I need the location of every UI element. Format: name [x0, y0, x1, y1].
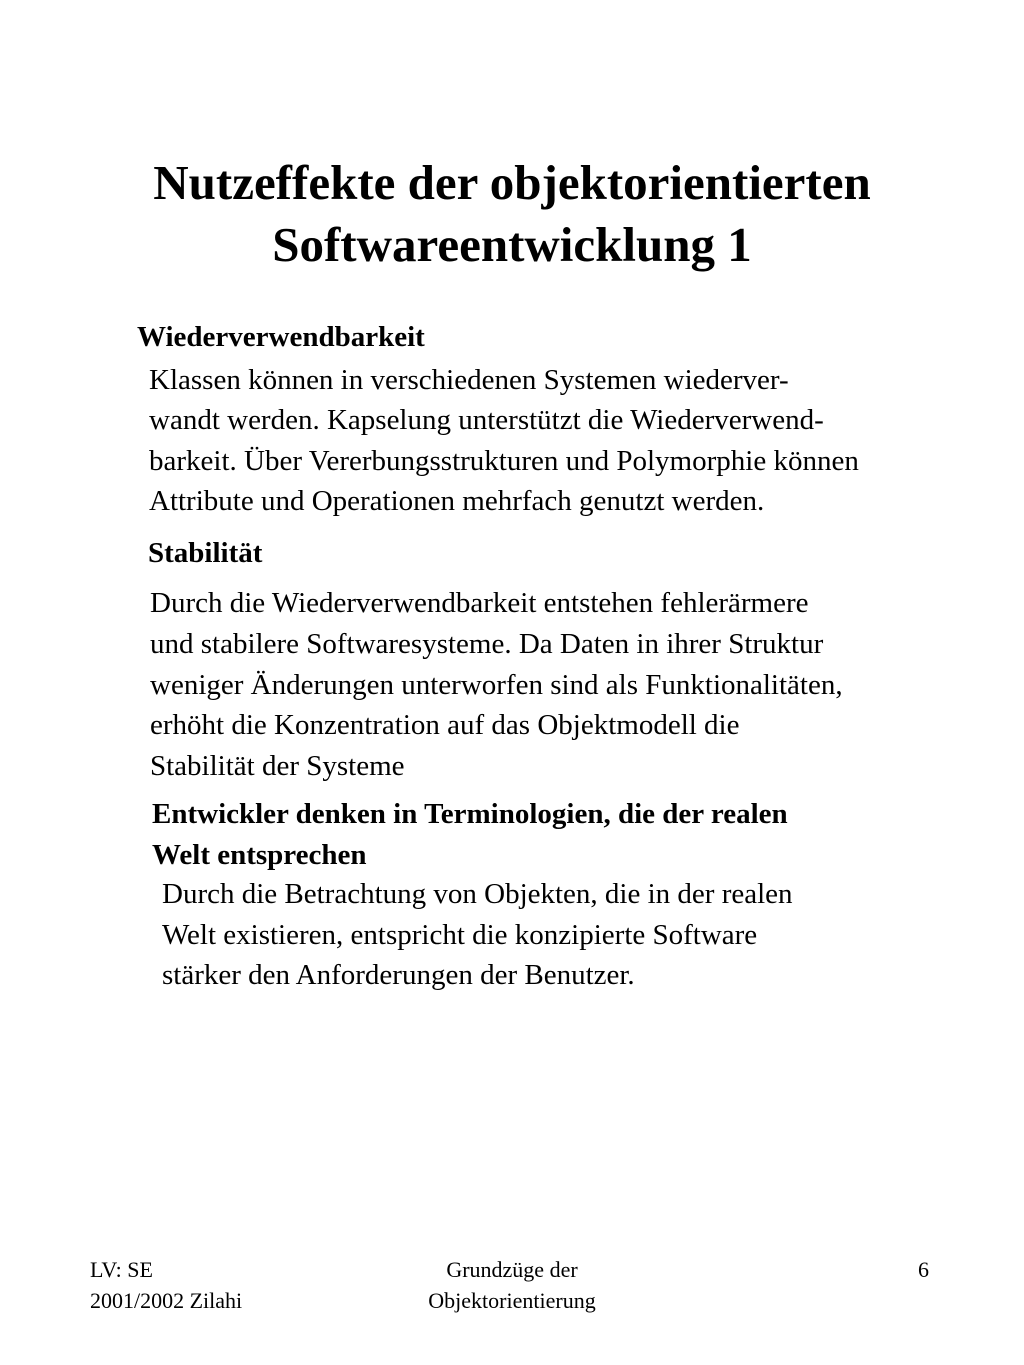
- section-body-line: wandt werden. Kapselung unterstützt die Wiederverwend-: [149, 404, 824, 436]
- section-body-line: Durch die Betrachtung von Objekten, die in der realen: [162, 878, 793, 910]
- footer-center-line-2: Objektorientierung: [428, 1288, 596, 1313]
- section-body-line: Klassen können in verschiedenen Systemen wiederver-: [149, 364, 789, 396]
- section-body-line: erhöht die Konzentration auf das Objektmodell die: [150, 709, 740, 741]
- footer-left-line-2: 2001/2002 Zilahi: [90, 1288, 243, 1313]
- page-number: 6: [918, 1257, 929, 1282]
- section-heading: Wiederverwendbarkeit: [137, 321, 425, 353]
- section-heading: Entwickler denken in Terminologien, die der realen: [152, 798, 788, 830]
- section-body-line: barkeit. Über Vererbungsstrukturen und Polymorphie können: [149, 445, 859, 477]
- section-body-line: Welt existieren, entspricht die konzipierte Software: [162, 919, 758, 951]
- section-body-line: und stabilere Softwaresysteme. Da Daten in ihrer Struktur: [150, 628, 824, 660]
- section-body-line: weniger Änderungen unterworfen sind als Funktionalitäten,: [150, 669, 843, 701]
- section-body-line: Stabilität der Systeme: [150, 750, 405, 782]
- footer-center-line-1: Grundzüge der: [446, 1257, 578, 1282]
- section-body-line: Attribute und Operationen mehrfach genutzt werden.: [149, 485, 765, 517]
- footer-left-line-1: LV: SE: [90, 1257, 153, 1282]
- slide-title-line-1: Nutzeffekte der objektorientierten: [153, 155, 871, 210]
- section-body-line: stärker den Anforderungen der Benutzer.: [162, 959, 635, 991]
- section-heading: Welt entsprechen: [152, 839, 367, 871]
- slide-title-line-2: Softwareentwicklung 1: [272, 217, 752, 272]
- section-body-line: Durch die Wiederverwendbarkeit entstehen fehlerärmere: [150, 587, 809, 619]
- section-heading: Stabilität: [148, 537, 263, 569]
